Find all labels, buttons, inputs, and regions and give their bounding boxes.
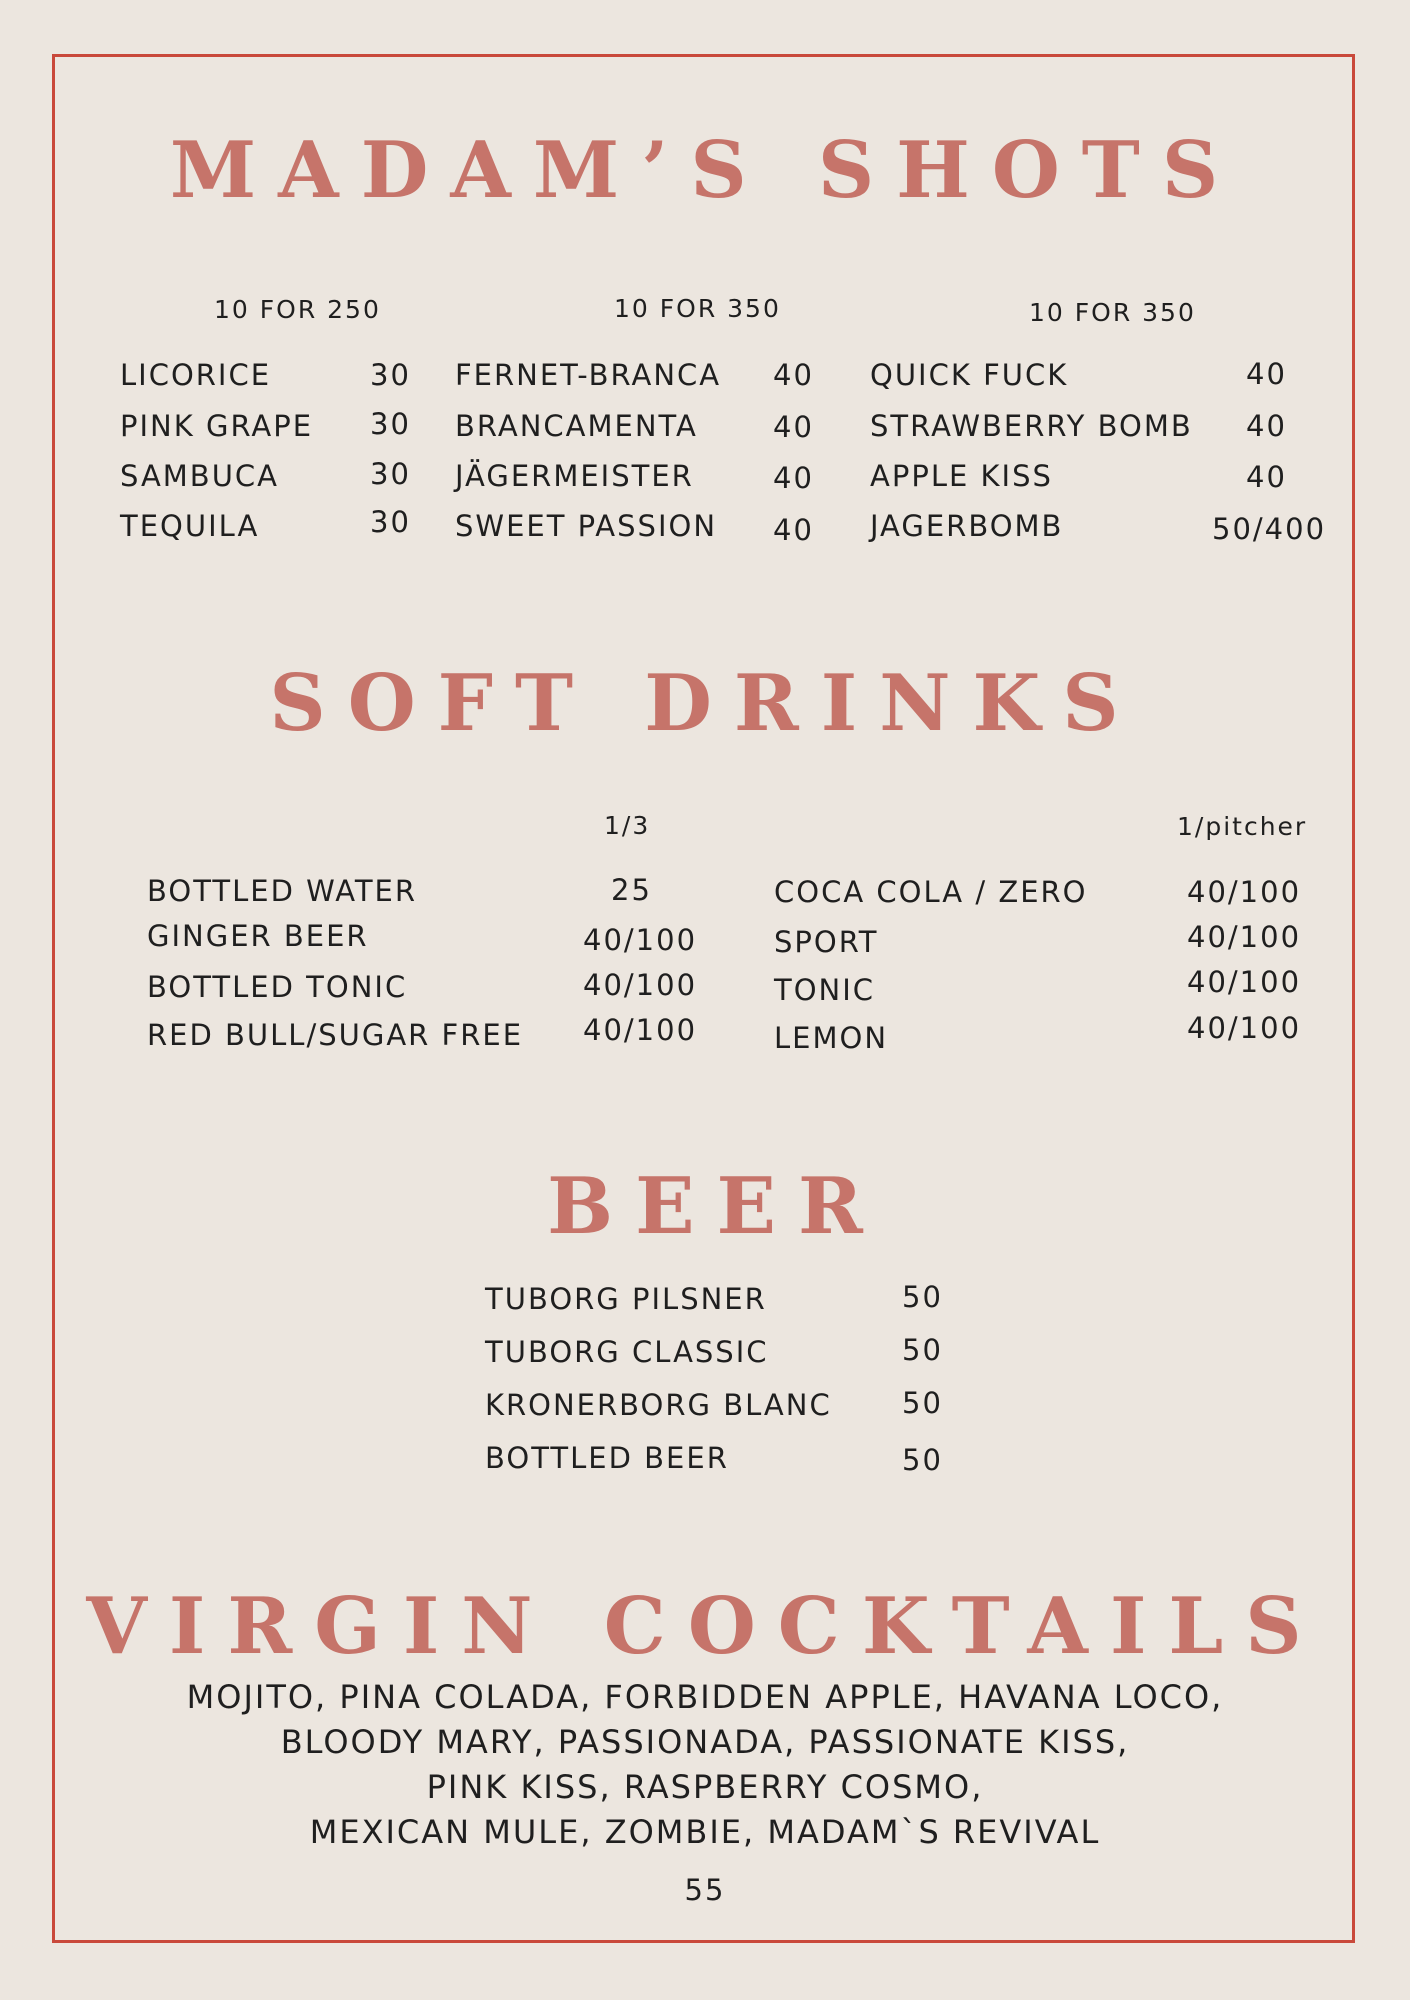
soft-item-price: 40/100 [1187,875,1302,909]
shots-item-name: PINK GRAPE [120,409,314,443]
shots-item-price: 40 [773,513,814,547]
shots-item-name: STRAWBERRY BOMB [870,409,1193,443]
virgin-cocktails-price: 55 [684,1873,726,1907]
shots-item-name: JAGERBOMB [870,509,1064,543]
soft-item-price: 40/100 [583,1013,698,1047]
beer-item-price: 50 [902,1443,943,1477]
cocktail-line: BLOODY MARY, PASSIONADA, PASSIONATE KISS, [280,1723,1130,1761]
shots-item-name: SWEET PASSION [455,509,718,543]
shots-item-price: 30 [370,457,411,491]
soft-item-price: 25 [611,873,652,907]
shots-deal-col1: 10 FOR 250 [214,295,381,324]
beer-heading: BEER [547,1161,885,1252]
beer-item-name: KRONERBORG BLANC [485,1388,832,1422]
virgin-cocktails-heading: VIRGIN COCKTAILS [86,1581,1324,1672]
soft-item-price: 40/100 [583,923,698,957]
virgin-cocktails-list [0,1675,1410,1855]
shots-deal-col2: 10 FOR 350 [614,294,781,323]
beer-item-price: 50 [902,1386,943,1420]
soft-item-price: 40/100 [583,968,698,1002]
cocktail-line: PINK KISS, RASPBERRY COSMO, [426,1768,984,1806]
soft-item-name: LEMON [774,1021,889,1055]
soft-item-name: RED BULL/SUGAR FREE [147,1018,524,1052]
shots-item-name: JÄGERMEISTER [455,459,694,493]
shots-item-price: 40 [773,461,814,495]
beer-item-name: TUBORG PILSNER [485,1282,767,1316]
cocktail-line: MOJITO, PINA COLADA, FORBIDDEN APPLE, HAVANA LOCO, [186,1678,1224,1716]
soft-item-name: BOTTLED TONIC [147,970,408,1004]
shots-item-name: QUICK FUCK [870,358,1069,392]
shots-heading: MADAM’S SHOTS [169,125,1241,216]
shots-item-name: SAMBUCA [120,459,280,493]
shots-item-price: 40 [1246,357,1287,391]
shots-item-price: 40 [1246,460,1287,494]
soft-item-price: 40/100 [1187,920,1302,954]
shots-item-price: 30 [370,505,411,539]
shots-item-price: 40 [773,358,814,392]
soft-item-name: COCA COLA / ZERO [774,875,1088,909]
soft-item-price: 40/100 [1187,1011,1302,1045]
beer-item-price: 50 [902,1280,943,1314]
shots-item-name: APPLE KISS [870,459,1053,493]
soft-item-name: TONIC [774,973,876,1007]
shots-deal-col3: 10 FOR 350 [1029,298,1196,327]
beer-item-name: BOTTLED BEER [485,1441,729,1475]
soft-unit-right: 1/pitcher [1177,812,1308,841]
shots-item-name: LICORICE [120,358,272,392]
shots-item-price: 30 [370,407,411,441]
shots-item-price: 50/400 [1212,512,1327,546]
soft-unit-left: 1/3 [604,811,651,840]
shots-item-price: 40 [773,410,814,444]
soft-drinks-heading: SOFT DRINKS [269,658,1141,749]
soft-item-price: 40/100 [1187,965,1302,999]
beer-item-price: 50 [902,1333,943,1367]
shots-item-price: 40 [1246,409,1287,443]
shots-item-name: TEQUILA [120,509,260,543]
soft-item-name: SPORT [774,925,879,959]
cocktail-line: MEXICAN MULE, ZOMBIE, MADAM`S REVIVAL [309,1813,1101,1851]
shots-item-name: BRANCAMENTA [455,409,698,443]
soft-item-name: GINGER BEER [147,919,369,953]
beer-item-name: TUBORG CLASSIC [485,1335,769,1369]
shots-item-name: FERNET-BRANCA [455,358,722,392]
soft-item-name: BOTTLED WATER [147,874,418,908]
shots-item-price: 30 [370,358,411,392]
